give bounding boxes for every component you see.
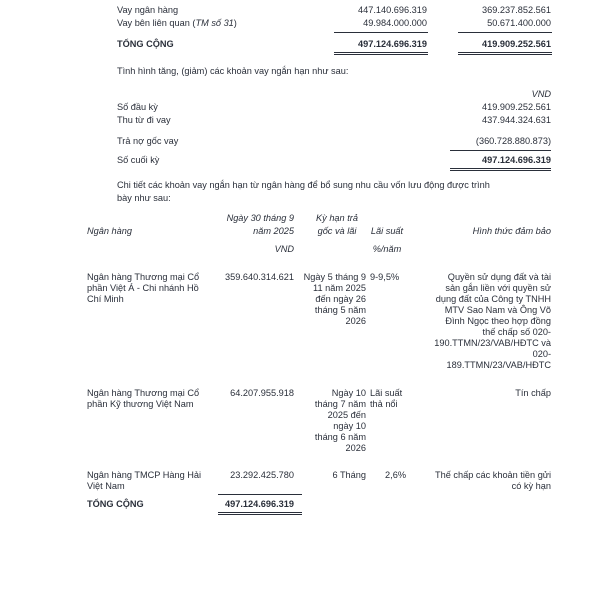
loan-row-3-bank-line: Việt Nam bbox=[87, 481, 125, 492]
loan-row-3-collateral-line: Thế chấp các khoản tiền gửi bbox=[435, 470, 551, 480]
detail-total-amount: 497.124.696.319 bbox=[225, 499, 294, 509]
top-total-line-2024-b bbox=[458, 54, 552, 55]
drawdown-value: 437.944.324.631 bbox=[482, 115, 551, 125]
loan-row-2-amount: 64.207.955.918 bbox=[230, 388, 294, 398]
loan-row-3-term-line: 6 Tháng bbox=[332, 470, 366, 480]
row-bank-loans-label: Vay ngân hàng bbox=[117, 5, 179, 15]
detail-total-label: TỔNG CỘNG bbox=[87, 499, 144, 509]
loan-row-1-collateral bbox=[434, 272, 551, 371]
detail-total-line-a bbox=[218, 512, 302, 513]
loan-row-1-collateral-line: 189.TTMN/23/VAB/HĐTC bbox=[446, 360, 551, 371]
loan-row-3-bank-line: Ngân hàng TMCP Hàng Hải bbox=[87, 470, 202, 480]
loan-row-3-rate bbox=[370, 470, 406, 481]
header-rate: Lãi suất bbox=[370, 226, 404, 236]
loan-row-2-rate-line: thả nổi bbox=[370, 399, 398, 410]
loan-row-2-collateral bbox=[515, 388, 551, 399]
loan-row-2-rate bbox=[370, 388, 402, 410]
related-party-text: Vay bên liên quan ( bbox=[117, 18, 196, 28]
loan-row-1-collateral-line: thế chấp số 020- bbox=[482, 327, 551, 338]
top-total-2024: 419.909.252.561 bbox=[482, 39, 551, 49]
loan-row-2-term-line: 2026 bbox=[345, 443, 366, 454]
loan-row-1-bank-line: phần Việt Á - Chi nhánh Hồ bbox=[87, 283, 199, 294]
loan-row-1-bank-line: Ngân hàng Thương mại Cổ bbox=[87, 272, 200, 282]
header-rate-unit: %/năm bbox=[372, 244, 402, 254]
loan-row-3-term bbox=[298, 470, 366, 481]
loan-row-1-bank-line: Chí Minh bbox=[87, 294, 124, 305]
loan-row-3-rate-line: 2,6% bbox=[385, 470, 406, 480]
loan-row-3-collateral-line: có kỳ hạn bbox=[511, 481, 551, 492]
row-bank-loans-2025: 447.140.696.319 bbox=[358, 5, 427, 15]
movement-intro: Tình hình tăng, (giảm) các khoản vay ngắn hạn như sau: bbox=[117, 66, 349, 76]
loan-row-1-rate bbox=[370, 272, 399, 283]
loan-row-1-collateral-line: 020- bbox=[532, 349, 551, 360]
loan-row-1-term-line: Ngày 5 tháng 9 bbox=[303, 272, 366, 282]
loan-row-2-rate-line: Lãi suất bbox=[370, 388, 403, 398]
header-amount-l1: Ngày 30 tháng 9 bbox=[226, 213, 294, 223]
loan-row-1-collateral-line: Đình Ngọc theo hợp đồng bbox=[445, 316, 551, 327]
loan-row-1-collateral-line: MTV Sao Nam và Ông Võ bbox=[444, 305, 551, 316]
loan-row-3-amount: 23.292.425.780 bbox=[230, 470, 294, 480]
loan-row-2-collateral-line: Tín chấp bbox=[515, 388, 551, 398]
loan-row-3-collateral bbox=[435, 470, 551, 492]
related-party-close: ) bbox=[233, 18, 237, 28]
movement-unit: VND bbox=[531, 89, 551, 99]
closing-line-b bbox=[450, 170, 551, 171]
top-total-line-2024-a bbox=[458, 52, 552, 53]
loan-row-3-bank bbox=[87, 470, 201, 492]
opening-value: 419.909.252.561 bbox=[482, 102, 551, 112]
row-related-party-2024: 50.671.400.000 bbox=[487, 18, 551, 28]
detail-intro-line-1: Chi tiết các khoản vay ngắn hạn từ ngân hàng để bổ sung nhu cầu vốn lưu động được trình bbox=[117, 180, 490, 190]
loan-row-2-bank bbox=[87, 388, 199, 410]
detail-subtotal-line bbox=[218, 494, 302, 495]
loan-row-1-collateral-line: Quyền sử dụng đất và tài bbox=[447, 272, 551, 282]
loan-row-2-bank-line: phần Kỹ thương Việt Nam bbox=[87, 399, 194, 410]
top-total-label: TỔNG CỘNG bbox=[117, 39, 174, 49]
loan-row-1-term-line: 2026 bbox=[345, 316, 366, 327]
closing-line-a bbox=[450, 168, 551, 169]
detail-intro-line-2: bày như sau: bbox=[117, 193, 171, 203]
loan-row-1-term-line: 11 năm 2025 bbox=[313, 283, 366, 294]
drawdown-label: Thu từ đi vay bbox=[117, 115, 171, 125]
loan-row-2-term-line: 2025 đến bbox=[327, 410, 366, 421]
header-amount-unit: VND bbox=[274, 244, 294, 254]
top-total-2025: 497.124.696.319 bbox=[358, 39, 427, 49]
loan-row-1-term-line: tháng 5 năm bbox=[314, 305, 366, 316]
top-total-line-2025-a bbox=[334, 52, 428, 53]
row-related-party-2025: 49.984.000.000 bbox=[363, 18, 427, 28]
loan-row-1-rate-line: 9-9,5% bbox=[370, 272, 400, 282]
loan-row-1-term bbox=[298, 272, 366, 327]
top-subtotal-line-2025 bbox=[334, 32, 428, 33]
detail-total-line-b bbox=[218, 514, 302, 515]
loan-row-1-collateral-line: 190.TTMN/23/VAB/HĐTC và bbox=[434, 338, 551, 349]
loan-row-1-collateral-line: sản gắn liền với quyền sử bbox=[445, 283, 551, 294]
loan-row-1-term-line: đến ngày 26 bbox=[315, 294, 366, 305]
header-collateral: Hình thức đảm bảo bbox=[472, 226, 551, 236]
loan-row-1-amount: 359.640.314.621 bbox=[225, 272, 294, 282]
repayment-label: Trả nợ gốc vay bbox=[117, 136, 179, 146]
header-term-l1: Kỳ hạn trả bbox=[316, 213, 358, 223]
movement-subtotal-line bbox=[450, 150, 551, 151]
header-bank: Ngân hàng bbox=[87, 226, 132, 236]
top-subtotal-line-2024 bbox=[458, 32, 552, 33]
closing-value: 497.124.696.319 bbox=[482, 155, 551, 165]
row-related-party-label bbox=[117, 18, 237, 29]
closing-label: Số cuối kỳ bbox=[117, 155, 160, 165]
related-party-note: TM số 31 bbox=[195, 18, 234, 28]
loan-row-2-term-line: tháng 6 năm bbox=[314, 432, 366, 443]
loan-row-2-term-line: tháng 7 năm bbox=[314, 399, 366, 410]
header-amount-l2: năm 2025 bbox=[253, 226, 294, 236]
loan-row-2-bank-line: Ngân hàng Thương mại Cổ bbox=[87, 388, 200, 398]
row-bank-loans-2024: 369.237.852.561 bbox=[482, 5, 551, 15]
loan-row-2-term bbox=[298, 388, 366, 454]
header-term-l2: gốc và lãi bbox=[317, 226, 357, 236]
loan-row-1-collateral-line: dụng đất của Công ty TNHH bbox=[435, 294, 551, 305]
opening-label: Số đầu kỳ bbox=[117, 102, 158, 112]
loan-row-2-term-line: ngày 10 bbox=[333, 421, 366, 432]
repayment-value: (360.728.880.873) bbox=[475, 136, 551, 146]
loan-row-2-term-line: Ngày 10 bbox=[331, 388, 366, 398]
top-total-line-2025-b bbox=[334, 54, 428, 55]
loan-row-1-bank bbox=[87, 272, 199, 305]
